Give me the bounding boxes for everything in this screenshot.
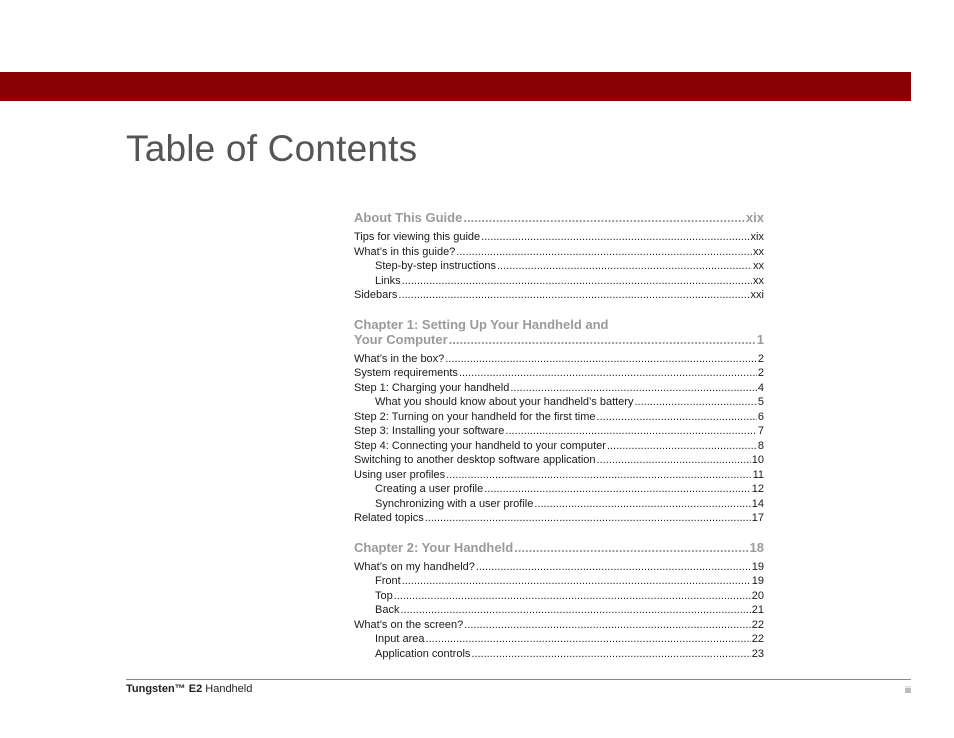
toc-entry-page: 20 bbox=[751, 589, 764, 602]
toc-entry-page: 11 bbox=[752, 468, 764, 481]
toc-entry-text: What you should know about your handheld’s battery bbox=[375, 396, 634, 408]
leader-dots bbox=[425, 511, 751, 526]
toc-section-chapter-1 bbox=[354, 317, 764, 526]
toc-entry-text: Switching to another desktop software application bbox=[354, 454, 596, 466]
leader-dots bbox=[398, 288, 749, 303]
toc-entry-text: Application controls bbox=[375, 647, 471, 660]
leader-dots bbox=[505, 424, 756, 439]
toc-entry-text: Synchronizing with a user profile bbox=[375, 497, 534, 510]
toc-section-about bbox=[354, 210, 764, 303]
leader-dots bbox=[464, 618, 751, 633]
toc-entry-page: 14 bbox=[751, 497, 764, 510]
leader-dots bbox=[514, 540, 748, 555]
toc-entry-page: 2 bbox=[757, 367, 764, 379]
table-of-contents bbox=[354, 210, 764, 675]
toc-chapter-page: 1 bbox=[756, 331, 764, 347]
toc-entry-page: 5 bbox=[757, 396, 764, 408]
toc-entry-text: Related topics bbox=[354, 512, 424, 524]
leader-dots bbox=[607, 439, 757, 454]
leader-dots bbox=[445, 352, 757, 367]
toc-subentry[interactable] bbox=[354, 632, 764, 647]
toc-entry-text: Step 1: Charging your handheld bbox=[354, 381, 510, 394]
toc-entry-text: Step 2: Turning on your handheld for the first time bbox=[354, 410, 596, 423]
toc-entry-text: Step 3: Installing your software bbox=[354, 425, 505, 437]
leader-dots bbox=[426, 632, 751, 647]
leader-dots bbox=[463, 210, 745, 225]
toc-entry[interactable] bbox=[354, 560, 764, 575]
toc-subentry[interactable] bbox=[354, 497, 764, 512]
toc-entry-page: 23 bbox=[751, 647, 764, 660]
toc-entry[interactable] bbox=[354, 381, 764, 396]
toc-entry-page: xx bbox=[753, 274, 764, 287]
toc-entry[interactable] bbox=[354, 424, 764, 439]
toc-subentry[interactable] bbox=[354, 589, 764, 604]
footer-rule bbox=[126, 679, 911, 680]
toc-entry[interactable] bbox=[354, 453, 764, 468]
toc-entry-text: Input area bbox=[375, 633, 425, 645]
toc-entry-text: Step-by-step instructions bbox=[375, 260, 497, 272]
toc-subentry[interactable] bbox=[354, 482, 764, 497]
leader-dots bbox=[394, 589, 751, 604]
toc-entry-page: 22 bbox=[751, 618, 764, 631]
toc-entry-text: What’s on my handheld? bbox=[354, 560, 475, 573]
toc-entry-page: 17 bbox=[751, 512, 764, 524]
toc-chapter-page: xix bbox=[745, 210, 764, 225]
toc-entry[interactable] bbox=[354, 366, 764, 381]
toc-entry-text: Back bbox=[375, 604, 400, 616]
toc-entry[interactable] bbox=[354, 618, 764, 633]
toc-entry-page: 21 bbox=[751, 604, 764, 616]
toc-subentry[interactable] bbox=[354, 574, 764, 589]
leader-dots bbox=[481, 230, 749, 245]
toc-entry-page: 7 bbox=[757, 425, 764, 437]
toc-chapter-heading[interactable] bbox=[354, 540, 764, 555]
toc-entry-text: Using user profiles bbox=[354, 468, 446, 481]
toc-entry-page: 4 bbox=[757, 381, 764, 394]
leader-dots bbox=[597, 410, 757, 425]
footer-page-number: iii bbox=[905, 685, 911, 695]
toc-entry-page: 8 bbox=[757, 439, 764, 452]
toc-entry[interactable] bbox=[354, 230, 764, 245]
toc-entry-text: Links bbox=[375, 274, 401, 287]
header-bar bbox=[0, 72, 911, 101]
toc-section-chapter-2 bbox=[354, 540, 764, 662]
leader-dots bbox=[484, 482, 751, 497]
toc-chapter-heading[interactable] bbox=[354, 210, 764, 225]
toc-subentry[interactable] bbox=[354, 603, 764, 618]
toc-entry[interactable] bbox=[354, 511, 764, 526]
toc-entry-text: Creating a user profile bbox=[375, 483, 484, 495]
toc-entry-text: Tips for viewing this guide bbox=[354, 231, 481, 243]
leader-dots bbox=[471, 647, 750, 662]
toc-entry-page: xx bbox=[753, 260, 764, 272]
toc-entry-page: xix bbox=[750, 231, 764, 243]
toc-subentry[interactable] bbox=[354, 395, 764, 410]
leader-dots bbox=[400, 603, 750, 618]
toc-entry-text: What’s on the screen? bbox=[354, 618, 464, 631]
leader-dots bbox=[597, 453, 751, 468]
toc-entry-page: 10 bbox=[751, 454, 764, 466]
leader-dots bbox=[446, 468, 751, 483]
toc-entry-text: Top bbox=[375, 589, 393, 602]
toc-chapter-page: 18 bbox=[749, 539, 764, 555]
toc-entry-text: Sidebars bbox=[354, 289, 398, 301]
toc-entry-page: xx bbox=[753, 245, 764, 258]
toc-entry-page: 19 bbox=[751, 575, 764, 587]
leader-dots bbox=[510, 381, 757, 396]
toc-entry[interactable] bbox=[354, 439, 764, 454]
toc-subentry[interactable] bbox=[354, 259, 764, 274]
leader-dots bbox=[459, 366, 757, 381]
footer-product-rest: Handheld bbox=[202, 683, 253, 695]
toc-subentry[interactable] bbox=[354, 647, 764, 662]
leader-dots bbox=[402, 574, 751, 589]
toc-entry[interactable] bbox=[354, 245, 764, 260]
toc-entry-page: 19 bbox=[751, 560, 764, 573]
toc-entry-text: Step 4: Connecting your handheld to your computer bbox=[354, 439, 606, 452]
toc-subentry[interactable] bbox=[354, 274, 764, 289]
leader-dots bbox=[497, 259, 752, 274]
toc-chapter-heading[interactable] bbox=[354, 317, 764, 347]
toc-entry[interactable] bbox=[354, 288, 764, 303]
footer-product-bold: Tungsten™ E2 bbox=[126, 683, 203, 695]
leader-dots bbox=[449, 332, 756, 347]
page-title: Table of Contents bbox=[126, 128, 418, 169]
toc-chapter-title-line1: Chapter 1: Setting Up Your Handheld and bbox=[354, 316, 609, 332]
toc-entry-page: 12 bbox=[751, 483, 764, 495]
leader-dots bbox=[476, 560, 751, 575]
toc-entry-text: Front bbox=[375, 575, 401, 587]
toc-entry-text: What’s in the box? bbox=[354, 352, 445, 365]
toc-entry-page: xxi bbox=[750, 289, 764, 301]
toc-entry[interactable] bbox=[354, 352, 764, 367]
leader-dots bbox=[402, 274, 752, 289]
toc-entry-text: System requirements bbox=[354, 367, 458, 379]
leader-dots bbox=[534, 497, 750, 512]
footer-product-name bbox=[126, 683, 252, 695]
toc-chapter-title-line2: Your Computer bbox=[354, 331, 448, 347]
leader-dots bbox=[456, 245, 752, 260]
toc-chapter-title: Chapter 2: Your Handheld bbox=[354, 539, 514, 555]
toc-chapter-title: About This Guide bbox=[354, 210, 463, 225]
toc-entry[interactable] bbox=[354, 468, 764, 483]
leader-dots bbox=[634, 395, 756, 410]
toc-entry-page: 2 bbox=[757, 352, 764, 365]
toc-entry[interactable] bbox=[354, 410, 764, 425]
toc-entry-text: What’s in this guide? bbox=[354, 245, 456, 258]
toc-entry-page: 22 bbox=[751, 633, 764, 645]
toc-entry-page: 6 bbox=[757, 410, 764, 423]
